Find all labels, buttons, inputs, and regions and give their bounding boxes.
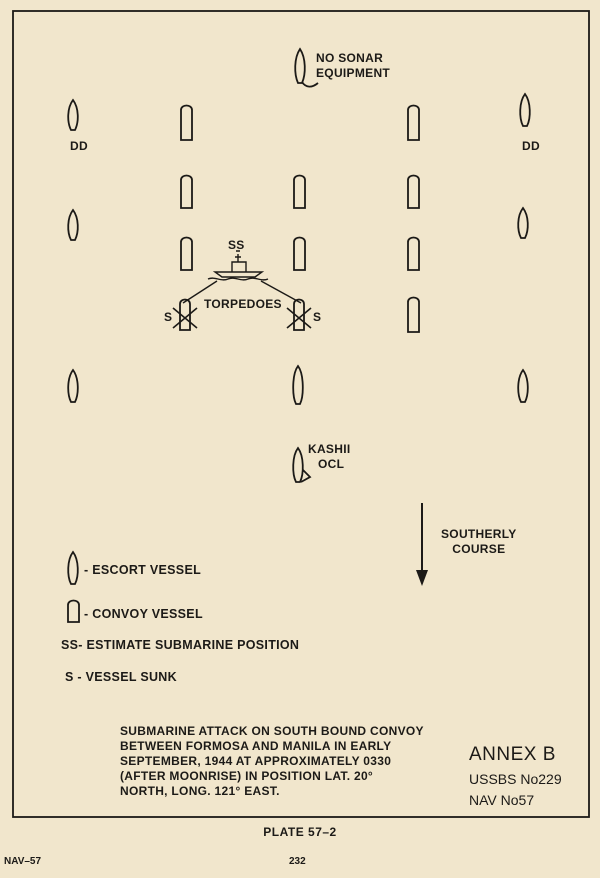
torpedoes-label: TORPEDOES <box>204 297 282 311</box>
caption-line: SEPTEMBER, 1944 AT APPROXIMATELY 0330 <box>120 754 392 768</box>
convoy-r2-c3 <box>408 176 419 209</box>
annex-ussbs: USSBS No229 <box>469 771 562 787</box>
legend-ss-text: SS- ESTIMATE SUBMARINE POSITION <box>61 638 300 652</box>
course-line-2: COURSE <box>452 542 506 556</box>
convoy-r3-c1 <box>181 238 192 271</box>
footer-left: NAV–57 <box>4 856 42 867</box>
escort-right-2 <box>518 208 528 238</box>
submarine-icon <box>208 251 268 280</box>
convoy-r3-c2 <box>294 238 305 271</box>
escort-left-1 <box>68 100 78 130</box>
caption-line: BETWEEN FORMOSA AND MANILA IN EARLY <box>120 739 392 753</box>
kashii-label <box>308 442 350 472</box>
legend-escort-text: - ESCORT VESSEL <box>84 563 202 577</box>
course-line-1: SOUTHERLY <box>441 527 517 541</box>
annex-nav: NAV No57 <box>469 792 535 808</box>
annex-block <box>469 744 579 808</box>
no-sonar-pointer <box>302 82 318 87</box>
escort-left-3 <box>68 370 78 402</box>
convoy-r4-c3 <box>408 298 419 333</box>
caption-line: (AFTER MOONRISE) IN POSITION LAT. 20° <box>120 769 374 783</box>
convoy-r2-c1 <box>181 176 192 209</box>
annex-title: ANNEX B <box>469 744 556 765</box>
escort-center-3 <box>293 366 303 404</box>
ss-label: SS <box>228 238 245 252</box>
convoy-r3-c3 <box>408 238 419 271</box>
escort-no-sonar <box>295 49 305 83</box>
convoy-r2-c2 <box>294 176 305 209</box>
no-sonar-line-1: NO SONAR <box>316 51 384 65</box>
convoy-r1-c3 <box>408 106 419 141</box>
legend-sunk-text: S - VESSEL SUNK <box>65 670 177 684</box>
kashii-vessel <box>293 448 303 482</box>
course-arrow-icon <box>416 503 428 586</box>
diagram-frame <box>13 11 589 817</box>
sunk-label-left: S <box>164 310 173 324</box>
legend-escort-icon <box>68 552 78 584</box>
sunk-x-right <box>287 308 311 328</box>
legend-convoy-icon <box>68 601 79 623</box>
no-sonar-label <box>316 51 390 81</box>
escort-left-2 <box>68 210 78 240</box>
caption-line: SUBMARINE ATTACK ON SOUTH BOUND CONVOY <box>120 724 424 738</box>
sunk-x-left <box>173 308 197 328</box>
kashii-line-1: KASHII <box>308 442 351 456</box>
dd-label-right: DD <box>522 139 540 153</box>
page-number: 232 <box>289 856 306 867</box>
convoy-r1-c1 <box>181 106 192 141</box>
legend-convoy-text: - CONVOY VESSEL <box>84 607 203 621</box>
caption <box>120 724 460 799</box>
caption-line: NORTH, LONG. 121° EAST. <box>120 784 280 798</box>
plate-label: PLATE 57–2 <box>263 825 337 839</box>
no-sonar-line-2: EQUIPMENT <box>316 66 391 80</box>
escort-right-1 <box>520 94 530 126</box>
dd-label-left: DD <box>70 139 88 153</box>
escort-right-3 <box>518 370 528 402</box>
kashii-line-2: OCL <box>318 457 345 471</box>
course-label <box>441 527 517 557</box>
sunk-label-right: S <box>313 310 322 324</box>
